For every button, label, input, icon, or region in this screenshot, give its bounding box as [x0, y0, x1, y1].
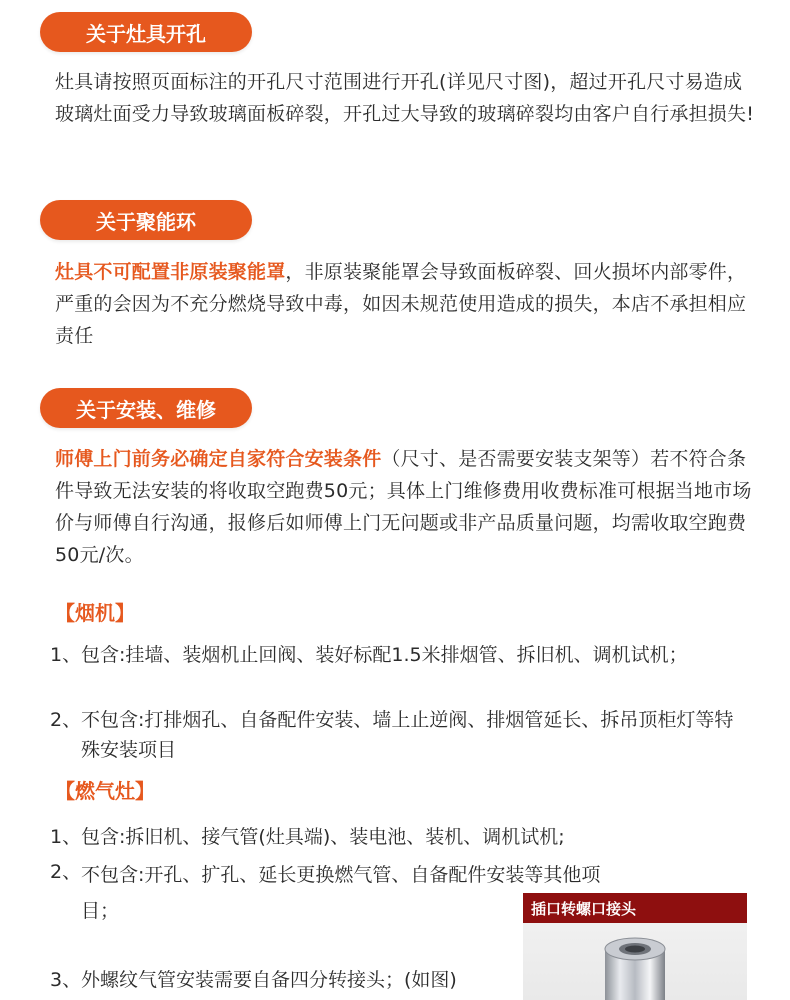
- adapter-product-image: [523, 893, 747, 1000]
- list-item-text: 包含:拆旧机、接气管(灶具端)、装电池、装机、调机试机;: [81, 826, 565, 848]
- list-item-text: 不包含:开孔、扩孔、延长更换燃气管、自备配件安装等其他项目；: [81, 864, 601, 922]
- list-item-text: 外螺纹气管安装需要自备四分转接头；(如图): [81, 969, 457, 991]
- install-repair-highlight: 师傅上门前务必确定自家符合安装条件: [55, 448, 382, 470]
- section-title-install-repair: 关于安装、维修: [40, 388, 252, 428]
- energy-ring-body: ，非原装聚能罩会导致面板碎裂、回火损坏内部零件，严重的会因为不充分燃烧导致中毒，如因未规范使用造成的损失，本店不承担相应责任: [55, 261, 747, 347]
- install-repair-text: [55, 443, 755, 571]
- list-item-number: 2、: [50, 861, 82, 883]
- list-item-number: 2、: [50, 709, 82, 731]
- energy-ring-highlight: 灶具不可配置非原装聚能罩: [55, 261, 286, 283]
- list-item-number: 3、: [50, 969, 82, 991]
- list-item-text: 不包含:打排烟孔、自备配件安装、墙上止逆阀、排烟管延长、拆吊顶柜灯等特殊安装项目: [81, 709, 734, 761]
- list-item: [50, 640, 740, 670]
- list-item: [50, 965, 520, 995]
- list-item: [50, 822, 740, 852]
- section-title-energy-ring: 关于聚能环: [40, 200, 252, 240]
- install-repair-body: （尺寸、是否需要安装支架等）若不符合条件导致无法安装的将收取空跑费50元；具体上门维修费用收费标准可根据当地市场价与师傅自行沟通，报修后如师傅上门无问题或非产品质量问题，均需收取空跑费50元/次。: [55, 448, 752, 566]
- stove-subtitle: 【燃气灶】: [55, 779, 155, 803]
- adapter-fitting-icon: [523, 923, 747, 1000]
- list-item-number: 1、: [50, 644, 82, 666]
- hood-subtitle: 【烟机】: [55, 601, 135, 625]
- energy-ring-text: [55, 256, 755, 352]
- list-item-text: 包含:挂墙、装烟机止回阀、装好标配1.5米排烟管、拆旧机、调机试机；: [81, 644, 688, 666]
- stove-cutout-text: 灶具请按照页面标注的开孔尺寸范围进行开孔(详见尺寸图)，超过开孔尺寸易造成玻璃灶面受力导致玻璃面板碎裂，开孔过大导致的玻璃碎裂均由客户自行承担损失!: [55, 71, 755, 125]
- adapter-caption: 插口转螺口接头: [523, 893, 747, 923]
- section-title-stove-cutout: 关于灶具开孔: [40, 12, 252, 52]
- list-item-number: 1、: [50, 826, 82, 848]
- list-item: [50, 705, 740, 765]
